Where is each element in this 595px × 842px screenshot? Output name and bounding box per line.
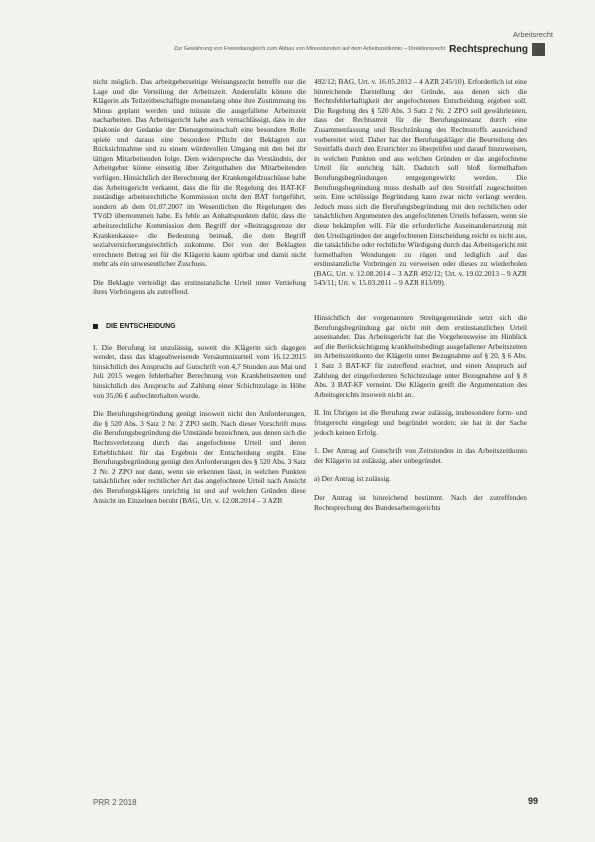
paragraph: Die Beklagte verteidigt das erstinstanzliche Urteil unter Vertiefung ihres Vorbringens als zutreffend. [93, 277, 306, 297]
left-column [93, 77, 306, 505]
paragraph: 1. Der Antrag auf Gutschrift von Zeitstunden in das Arbeitszeitkonto der Klägerin ist zulässig, aber unbegründet. [314, 446, 527, 465]
running-header [100, 42, 545, 56]
header-marker-block [532, 43, 545, 56]
paragraph: a) Der Antrag ist zulässig. [314, 474, 391, 484]
paragraph: nicht möglich. Das arbeitgeberseitige Weisungsrecht betreffe nur die Lage und die Verteilung der Arbeitszeit. Andernfalls könnte die Klägerin als Teilzeitbeschäftigte monatelang ohne ihre Zustimmung ins Minus geplant werden und müsste die ausgefallene Arbeitszeit nacharbeiten. Das Arbeitsgericht habe auch vernachlässigt, dass in der Diakonie der Gedanke der Dienstgemeinschaft eine besondere Rolle spiele und daraus eine besondere Pflicht der Beklagten zur Rücksichtnahme und zu einem würdevollen Umgang mit den bei ihr tätigen Mitarbeitenden folge. Dem widerspreche das Verständnis, der Arbeitgeber könne einseitig über Zeitguthaben der Mitarbeitenden verfügen. Hinsichtlich der Berechnung der Krankengeldzuschüsse habe das Arbeitsgericht verkannt, dass die für die Regelung des BAT-KF zuständige arbeitsrechtliche Kommission nicht den BAT fortgeführt, sondern ab dem 01.07.2007 im Wesentlichen die Regelungen des TVöD übernommen habe. Es fehle an Anhaltspunkten dafür, dass die arbeitsrechtliche Kommission dem Begriff der »Beitragsgrenze der Krankenkasse« die Bedeutung beimaß, die dem Begriff sozialversicherungsrechtlich zukomme. Der von der Beklagten errechnete Betrag sei für die Klägerin kaum spürbar und damit nicht mehr als ein unwesentlicher Zuschuss. [93, 77, 306, 269]
header-title: Rechtsprechung [449, 43, 528, 55]
header-subtitle: Zur Gewährung von Freizeitausgleich zum Abbau von Minusstunden auf dem Arbeitszeitkonto – Direktionsrecht [173, 46, 446, 52]
paragraph: II. Im Übrigen ist die Berufung zwar zulässig, insbesondere form- und fristgerecht eingelegt und begründet worden; sie hat in der Sache jedoch keinen Erfolg. [314, 408, 527, 437]
paragraph: Hinsichtlich der vorgenannten Streitgegenstände setzt sich die Berufungsbegründung gar nicht mit dem erstinstanzlichen Urteil auseinander. Das Arbeitsgericht hat die Vorgehensweise im Hinblick auf die Berücksichtigung krankheitsbedingt ausgefallener Arbeitszeiten im Arbeitszeitkonto der Klägerin unter Bezugnahme auf § 20, § 6 Abs. 1 Satz 3 BAT-KF für zutreffend erachtet, und einen Anspruch auf Zahlung der eingeforderten Schichtzulage unter Bezugnahme auf § 8 Abs. 3 BAT-KF verneint. Die Klägerin greift die Argumentation des Arbeitsgerichts insoweit nicht an. [314, 313, 527, 399]
section-heading-text: DIE ENTSCHEIDUNG [106, 323, 176, 331]
spacer [314, 297, 527, 313]
section-tag: Arbeitsrecht [512, 30, 553, 39]
page-number: 99 [528, 796, 539, 806]
paragraph: Die Berufungsbegründung genügt insoweit nicht den Anforderungen, die § 520 Abs. 3 Satz 2 Nr. 2 ZPO stellt. Nach dieser Vorschrift muss die Berufungsbegründung die Umstände bezeichnen, aus denen sich die Rechtsverletzung durch das angefochtene Urteil und deren Erheblichkeit für das Ergebnis der Entscheidung ergibt. Eine Berufungsbegründung genügt den Anforderungen des § 520 Abs. 3 Satz 2 Nr. 2 ZPO nur dann, wenn sie erkennen lässt, in welchen Punkten tatsächlicher oder rechtlicher Art das angefochtene Urteil nach Ansicht des Berufungsklägers unrichtig ist und auf welchen Gründen diese Ansicht im Einzelnen beruht (BAG, Urt. v. 12.08.2014 – 3 AZR [93, 409, 306, 505]
right-column [314, 77, 527, 512]
square-bullet-icon [93, 324, 98, 329]
paragraph: I. Die Berufung ist unzulässig, soweit die Klägerin sich dagegen wendet, dass das klageabweisende Versäumnisurteil vom 16.12.2015 hinsichtlich des Anspruchs auf Gutschrift von 4,7 Stunden aus Mai und Juli 2015 wegen fehlerhafter Berechnung von Krankheitszeiten und hinsichtlich des Anspruchs auf Zahlung einer Schichtzulage in Höhe von 35,06 € aufrechterhalten wurde. [93, 342, 306, 400]
paragraph: 492/12; BAG, Urt. v. 16.05.2012 – 4 AZR 245/10). Erforderlich ist eine hinreichende Darstellung der Gründe, aus denen sich die Rechtsfehlerhaftigkeit der angefochtenen Entscheidung ergeben soll. Die Regelung des § 520 Abs. 3 Satz 2 Nr. 2 ZPO soll gewährleisten, dass der Rechtsstreit für die Berufungsinstanz durch eine Zusammenfassung und Beschränkung des Rechtsstoffs ausreichend vorbereitet wird. Daher hat der Berufungskläger die Beurteilung des Streitfalls durch den Erstrichter zu überprüfen und darauf hinzuweisen, in welchen Punkten und aus welchen Gründen er das angefochtene Urteil für unrichtig hält. Dadurch soll bloß formelhaften Berufungsbegründungen entgegengewirkt werden. Die Berufungsbegründung muss deshalb auf den Streitfall zugeschnitten sein. Eine schlüssige Begründung kann zwar nicht verlangt werden. Jedoch muss sich die Berufungsbegründung mit den rechtlichen oder tatsächlichen Argumenten des angefochtenen Urteils befassen, wenn sie diese bekämpfen will. Für die erforderliche Auseinandersetzung mit den Urteilsgründen der angefochtenen Entscheidung reicht es nicht aus, die tatsächliche oder rechtliche Würdigung durch das Arbeitsgericht mit formelhaften Wendungen zu rügen und lediglich auf das erstinstanzliche Vorbringen zu verweisen oder dieses zu wiederholen (BAG, Urt. v. 12.08.2014 – 3 AZR 492/12; Urt. v. 19.02.2013 – 9 AZR 543/11; Urt. v. 15.03.2011 – 9 AZR 813/09). [314, 77, 527, 288]
footer-journal: PRR 2 2018 [93, 798, 137, 807]
section-heading [93, 322, 306, 332]
spacer [93, 306, 306, 322]
paragraph: Der Antrag ist hinreichend bestimmt. Nach der zutreffenden Rechtsprechung des Bundesarbeitsgerichts [314, 492, 527, 512]
